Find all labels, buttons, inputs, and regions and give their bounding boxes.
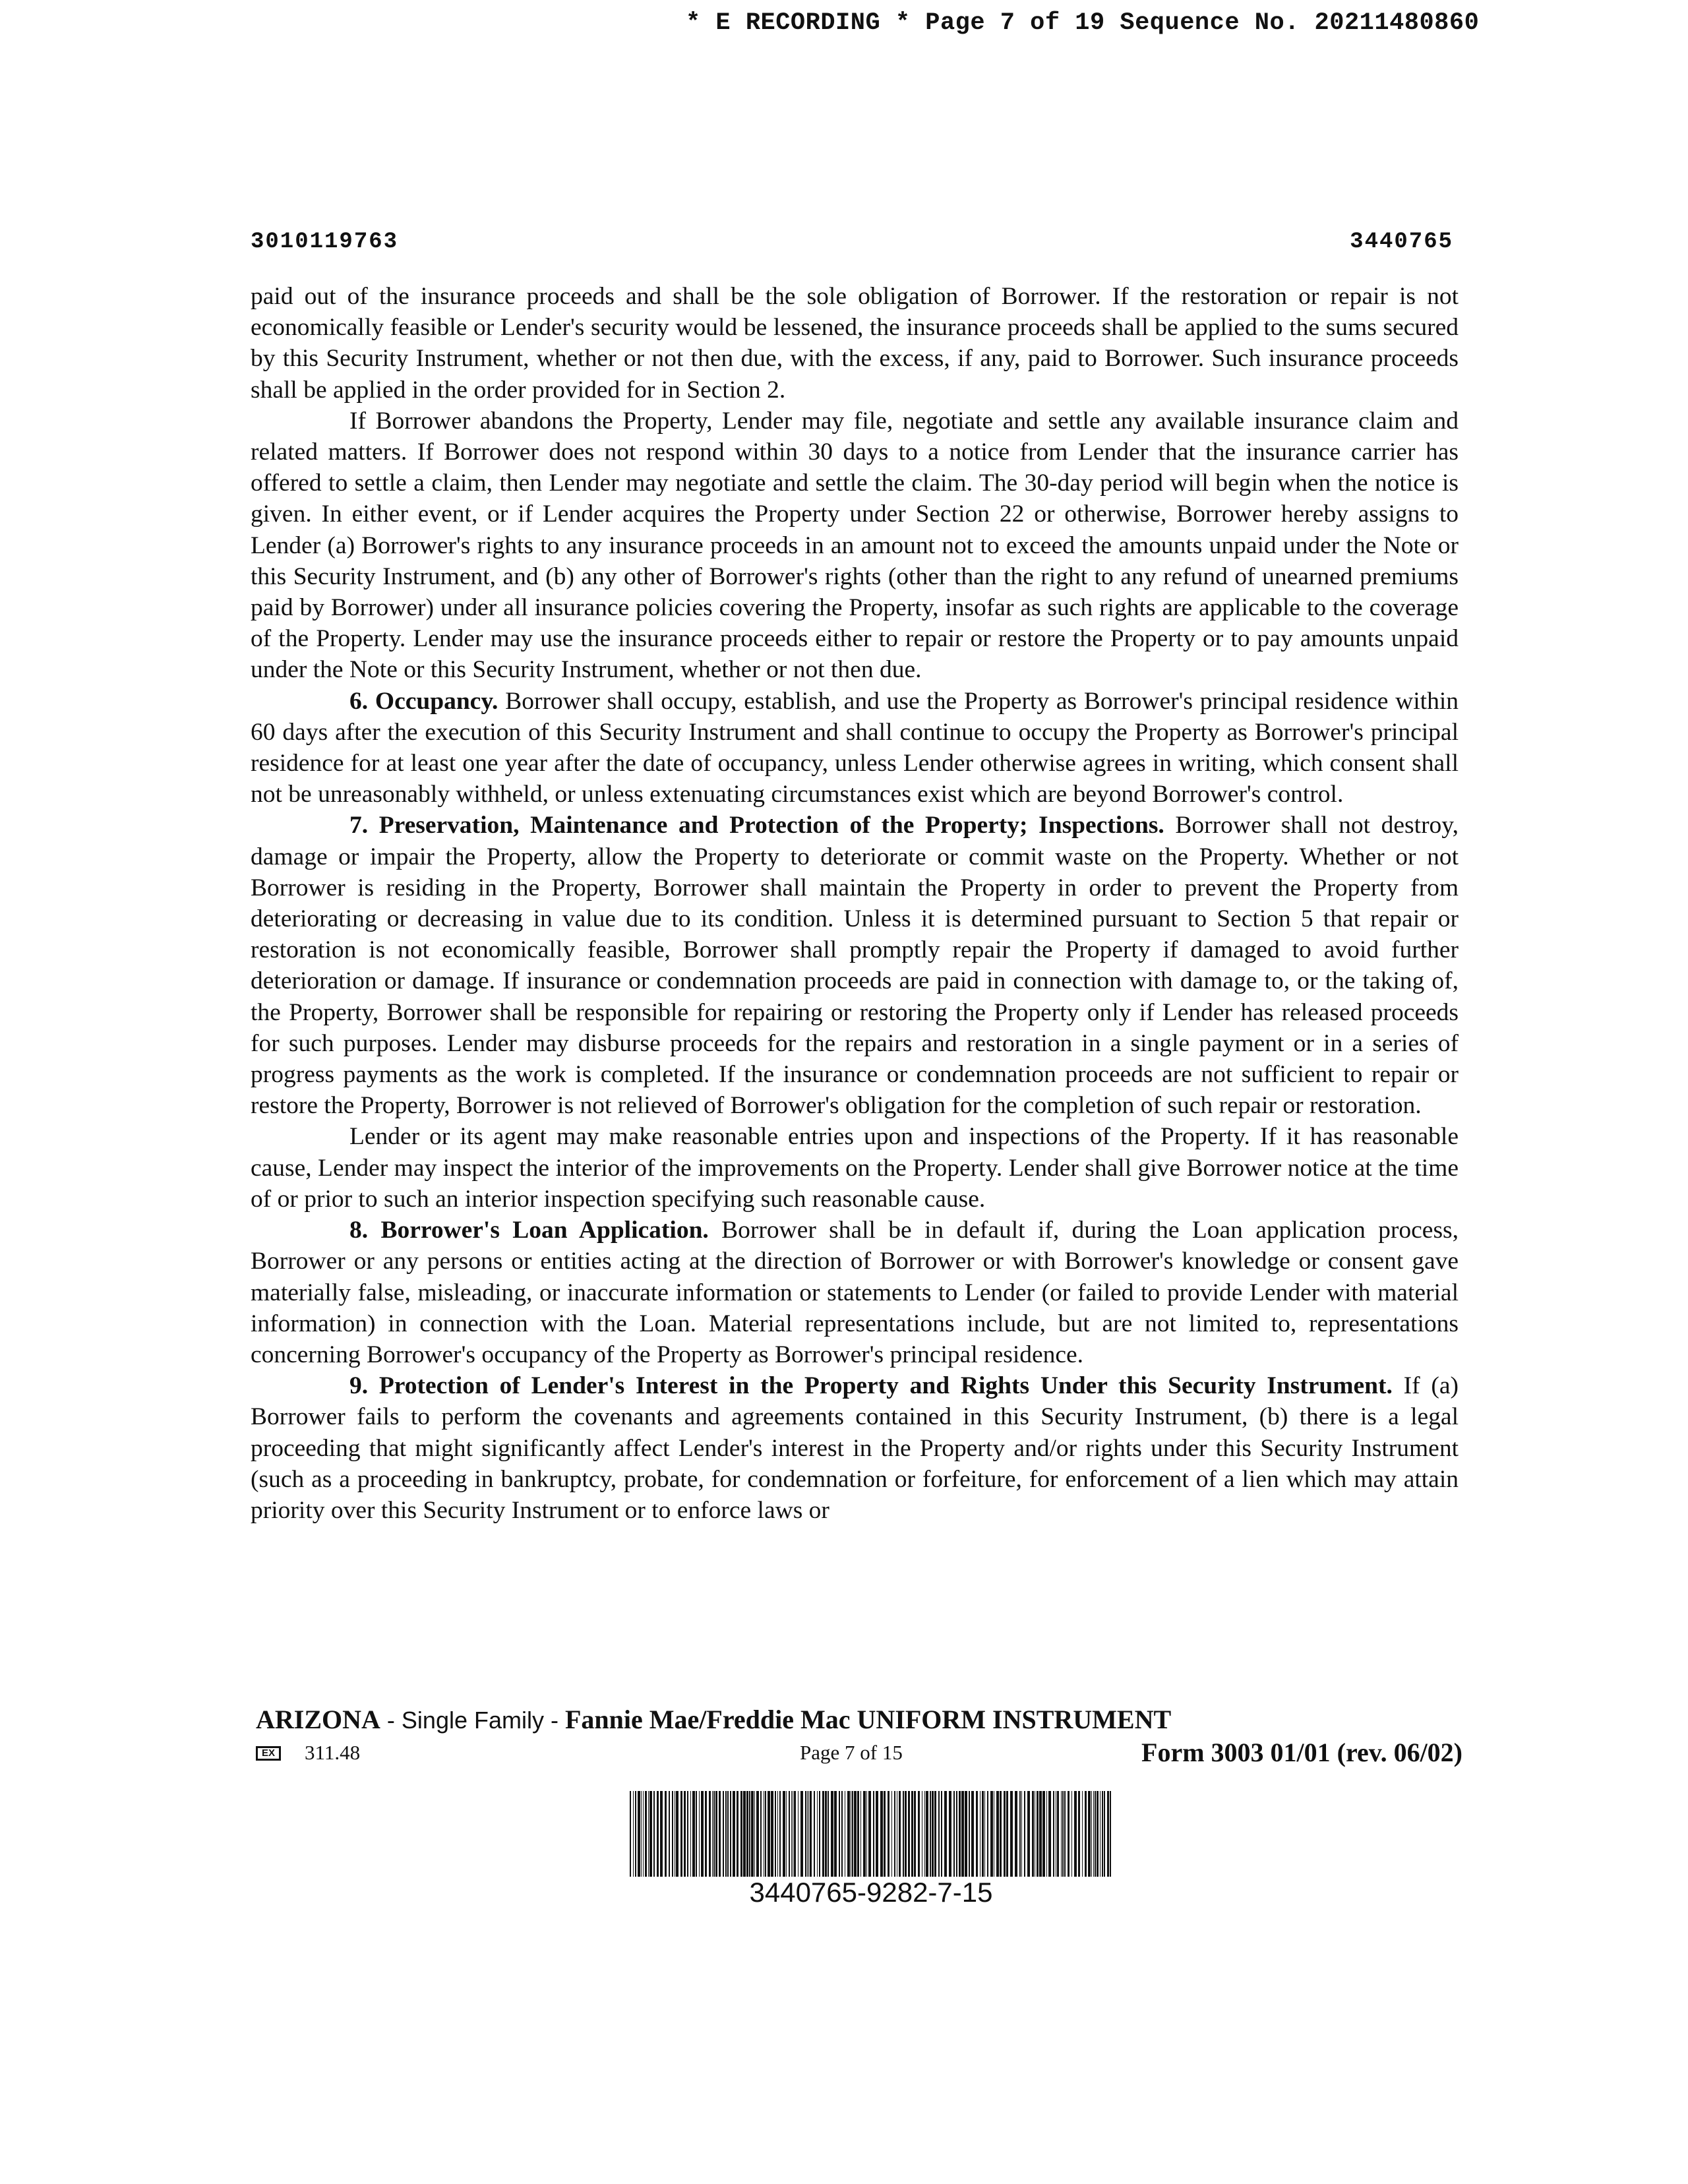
barcode-bar [996, 1791, 999, 1877]
barcode-bar [930, 1791, 931, 1877]
barcode-bar [805, 1791, 806, 1877]
barcode-bar [1048, 1791, 1051, 1877]
section-9-protection [251, 1370, 1459, 1526]
barcode-bar [969, 1791, 970, 1877]
barcode-bar [873, 1791, 874, 1877]
barcode-bar [1000, 1791, 1002, 1877]
barcode-bar [944, 1791, 947, 1877]
section-7-heading: 7. Preservation, Maintenance and Protection of the Property; Inspections. [349, 812, 1164, 839]
barcode-bar [876, 1791, 878, 1877]
barcode-bar [965, 1791, 967, 1877]
barcode-bar [730, 1791, 731, 1877]
barcode-bar [926, 1791, 928, 1877]
barcode-bar [746, 1791, 748, 1877]
barcode-bar [633, 1791, 634, 1877]
barcode-bar [740, 1791, 742, 1877]
barcode-bar [839, 1791, 840, 1877]
barcode-bar [903, 1791, 904, 1877]
barcode-bar [949, 1791, 951, 1877]
barcode-bar [914, 1791, 916, 1877]
barcode-bar [696, 1791, 697, 1877]
barcode-bar [713, 1791, 715, 1877]
barcode-bar [1019, 1791, 1021, 1877]
footer-page-number: Page 7 of 15 [800, 1741, 903, 1764]
barcode-bar [751, 1791, 754, 1877]
barcode-bar [817, 1791, 818, 1877]
footer-form-info [256, 1738, 1462, 1771]
barcode-bar [1006, 1791, 1008, 1877]
barcode-bar [880, 1791, 883, 1877]
barcode-bar [1062, 1791, 1064, 1877]
barcode-bar [648, 1791, 649, 1877]
barcode-bar [956, 1791, 957, 1877]
section-7-text: Borrower shall not destroy, damage or impair the Property, allow the Property to deteriorate or commit waste on the Property. Whether or not Borrower is residing in the Property, Borrower shall maintain the Property in order to prevent the Property from deteriorating or decreasing in value due to its condition. Unless it is determined pursuant to Section 5 that repair or restoration is not economically feasible, Borrower shall promptly repair the Property if damaged to avoid further deterioration or damage. If insurance or condemnation proceeds are paid in connection with damage to, or the taking of, the Property, Borrower shall be responsible for repairing or restoring the Property only if Lender has released proceeds for such purposes. Lender may disburse proceeds for the repairs and restoration in a single payment or in a series of progress payments as the work is completed. If the insurance or condemnation proceeds are not sufficient to repair or restore the Property, Borrower is not relieved of Borrower's obligation for the completion of such repair or restoration. [251, 812, 1459, 1120]
barcode-bar [852, 1791, 853, 1877]
barcode-bar [1057, 1791, 1059, 1877]
barcode-bar [971, 1791, 974, 1877]
barcode-bar [1068, 1791, 1070, 1877]
barcode-bar [941, 1791, 942, 1877]
barcode-bar [1093, 1791, 1094, 1877]
barcode-bar [743, 1791, 746, 1877]
footer-family: Single Family [401, 1707, 544, 1734]
barcode-bar [783, 1791, 785, 1877]
barcode-bar [1010, 1791, 1013, 1877]
barcode-bar [669, 1791, 670, 1877]
barcode-bar [1046, 1791, 1047, 1877]
barcode-bar [932, 1791, 934, 1877]
barcode-bar [786, 1791, 787, 1877]
barcode-bar [953, 1791, 955, 1877]
barcode-bar [1015, 1791, 1017, 1877]
barcode-bar [630, 1791, 631, 1877]
barcode-bar [961, 1791, 964, 1877]
footer-instrument: Fannie Mae/Freddie Mac UNIFORM INSTRUMENT [564, 1705, 1172, 1734]
barcode-bar [1053, 1791, 1054, 1877]
barcode-bar [643, 1791, 644, 1877]
barcode-bar [1082, 1791, 1083, 1877]
barcode-bar [645, 1791, 647, 1877]
barcode-bar [657, 1791, 659, 1877]
barcode-bar [1107, 1791, 1109, 1877]
barcode-bar [918, 1791, 920, 1877]
barcode-bar [834, 1791, 837, 1877]
barcode-bar [665, 1791, 667, 1877]
barcode-bar [672, 1791, 673, 1877]
barcode-number: 3440765-9282-7-15 [749, 1877, 993, 1908]
barcode-bar [719, 1791, 721, 1877]
section-9-text: If (a) Borrower fails to perform the covenants and agreements contained in this Security Instrument, (b) there is a legal proceeding that might significantly affect Lender's interest in the Property and/or rights under this Security Instrument (such as a proceeding in bankruptcy, probate, for condemnation or forfeiture, for enforcement of a lien which may attain priority over this Security Instrument or to enforce laws or [251, 1372, 1459, 1524]
barcode-bar [1091, 1791, 1092, 1877]
barcode-bar [699, 1791, 700, 1877]
barcode-bar [705, 1791, 707, 1877]
barcode-bar [709, 1791, 711, 1877]
paragraph-abandonment: If Borrower abandons the Property, Lender may file, negotiate and settle any available insurance claim and related matters. If Borrower does not respond within 30 days to a notice from Lender that the insurance carrier has offered to settle a claim, then Lender may negotiate and settle the claim. The 30-day period will begin when the notice is given. In either event, or if Lender acquires the Property under Section 22 or otherwise, Borrower hereby assigns to Lender (a) Borrower's rights to any insurance proceeds in an amount not to exceed the amounts unpaid under the Note or this Security Instrument, and (b) any other of Borrower's rights (other than the right to any refund of unearned premiums paid by Borrower) under all insurance policies covering the Property, insofar as such rights are applicable to the coverage of the Property. Lender may use the insurance proceeds either to repair or restore the Property or to pay amounts unpaid under the Note or this Security Instrument, whether or not then due. [251, 407, 1459, 684]
barcode-bar [791, 1791, 792, 1877]
section-9-heading: 9. Protection of Lender's Interest in the Property and Rights Under this Security Instrument. [349, 1372, 1393, 1400]
barcode-bar [641, 1791, 642, 1877]
barcode-bar [680, 1791, 682, 1877]
barcode-bar [638, 1791, 640, 1877]
barcode-bar [1024, 1791, 1025, 1877]
barcode-bar [828, 1791, 829, 1877]
loan-number: 3010119763 [251, 229, 399, 255]
barcode-bar [1004, 1791, 1006, 1877]
barcode-bar [1032, 1791, 1034, 1877]
barcode-bar [1039, 1791, 1042, 1877]
barcode-bar [1085, 1791, 1087, 1877]
barcode-bar [866, 1791, 867, 1877]
section-6-heading: 6. Occupancy. [349, 687, 498, 715]
barcode-bar [854, 1791, 857, 1877]
barcode-bar [771, 1791, 773, 1877]
barcode-bar [807, 1791, 808, 1877]
document-body [251, 281, 1459, 1526]
barcode-bar [779, 1791, 781, 1877]
barcode-bar [1037, 1791, 1039, 1877]
barcode-bar [857, 1791, 859, 1877]
barcode-bar [1102, 1791, 1103, 1877]
barcode-bar [653, 1791, 655, 1877]
barcode-bar [899, 1791, 901, 1877]
barcode-bar [808, 1791, 809, 1877]
barcode-bar [715, 1791, 717, 1877]
barcode-bar [690, 1791, 691, 1877]
footer-form-id: Form 3003 01/01 (rev. 06/02) [1141, 1738, 1462, 1767]
barcode-bar [1064, 1791, 1066, 1877]
barcode-bar [754, 1791, 755, 1877]
barcode-bar [701, 1791, 704, 1877]
barcode-bar [976, 1791, 978, 1877]
barcode-bar [777, 1791, 778, 1877]
barcode-bar [692, 1791, 695, 1877]
barcode-bar [1021, 1791, 1022, 1877]
barcode-bar [860, 1791, 861, 1877]
footer-form-title: ARIZONA - Single Family - Fannie Mae/Freddie Mac UNIFORM INSTRUMENT [256, 1705, 1172, 1734]
barcode-bar [934, 1791, 936, 1877]
barcode-bar [924, 1791, 925, 1877]
barcode-bar [768, 1791, 770, 1877]
barcode-bar [894, 1791, 895, 1877]
barcode-bar [789, 1791, 790, 1877]
barcode-bar [676, 1791, 678, 1877]
footer-state: ARIZONA [256, 1705, 380, 1734]
barcode-bar [760, 1791, 762, 1877]
section-7-preservation [251, 810, 1459, 1121]
recording-header: * E RECORDING * Page 7 of 19 Sequence No. 20211480860 [686, 9, 1480, 37]
barcode-bar [798, 1791, 799, 1877]
section-8-heading: 8. Borrower's Loan Application. [349, 1217, 709, 1244]
barcode [630, 1791, 1112, 1877]
barcode-bar [819, 1791, 820, 1877]
barcode-bar [1061, 1791, 1062, 1877]
footer-form-number: 311.48 [305, 1741, 361, 1764]
barcode-bar [723, 1791, 724, 1877]
barcode-bar [635, 1791, 636, 1877]
document-number: 3440765 [1350, 229, 1453, 255]
barcode-bar [660, 1791, 663, 1877]
barcode-bar [737, 1791, 738, 1877]
barcode-bar [990, 1791, 993, 1877]
barcode-bar [800, 1791, 803, 1877]
barcode-bar [938, 1791, 940, 1877]
section-6-text: Borrower shall occupy, establish, and use the Property as Borrower's principal residence within 60 days after the execution of this Security Instrument and shall continue to occupy the Property as Borrower's principal residence for at least one year after the date of occupancy, unless Lender otherwise agrees in writing, which consent shall not be unreasonably withheld, or unless extenuating circumstances exist which are beyond Borrower's control. [251, 687, 1459, 808]
barcode-bar [908, 1791, 910, 1877]
barcode-bar [733, 1791, 735, 1877]
barcode-bar [810, 1791, 812, 1877]
barcode-bar [1095, 1791, 1096, 1877]
section-7-inspections: Lender or its agent may make reasonable entries upon and inspections of the Property. If it has reasonable cause, Lender may inspect the interior of the improvements on the Property. Lender shall give Borrower notice at the time of or prior to such an interior inspection specifying such reasonable cause. [251, 1123, 1459, 1213]
barcode-bar [984, 1791, 985, 1877]
ex-logo-icon: EX [256, 1746, 281, 1761]
barcode-bar [987, 1791, 988, 1877]
barcode-bar [1027, 1791, 1030, 1877]
barcode-bar [822, 1791, 824, 1877]
barcode-bar [831, 1791, 833, 1877]
barcode-bar [891, 1791, 892, 1877]
section-8-loan-application [251, 1215, 1459, 1370]
barcode-bar [982, 1791, 984, 1877]
barcode-bar [649, 1791, 652, 1877]
barcode-bar [794, 1791, 796, 1877]
barcode-bar [959, 1791, 961, 1877]
barcode-bar [868, 1791, 871, 1877]
barcode-bar [1088, 1791, 1091, 1877]
barcode-bar [756, 1791, 759, 1877]
barcode-bar [687, 1791, 688, 1877]
barcode-bar [814, 1791, 815, 1877]
barcode-bar [888, 1791, 889, 1877]
barcode-bar [1097, 1791, 1099, 1877]
barcode-bar [863, 1791, 866, 1877]
barcode-bar [727, 1791, 729, 1877]
section-8-text: Borrower shall be in default if, during the Loan application process, Borrower or any persons or entities acting at the direction of Borrower or with Borrower's knowledge or consent gave materially false, misleading, or inaccurate information or statements to Lender (or failed to provide Lender with material information) in connection with the Loan. Material representations include, but are not limited to, representations concerning Borrower's occupancy of the Property as Borrower's principal residence. [251, 1217, 1459, 1368]
barcode-bar [1104, 1791, 1105, 1877]
barcode-bar [825, 1791, 827, 1877]
barcode-bar [775, 1791, 776, 1877]
barcode-bar [847, 1791, 850, 1877]
barcode-bar [749, 1791, 750, 1877]
barcode-bar [684, 1791, 686, 1877]
barcode-bar [1078, 1791, 1080, 1877]
barcode-bar [712, 1791, 713, 1877]
barcode-bar [884, 1791, 886, 1877]
barcode-bar [765, 1791, 766, 1877]
barcode-bar [1110, 1791, 1111, 1877]
barcode-bar [841, 1791, 843, 1877]
section-6-occupancy [251, 686, 1459, 810]
paragraph-insurance-proceeds: paid out of the insurance proceeds and shall be the sole obligation of Borrower. If the restoration or repair is not economically feasible or Lender's security would be lessened, the insurance proceeds shall be applied to the sums secured by this Security Instrument, whether or not then due, with the excess, if any, paid to Borrower. Such insurance proceeds shall be applied in the order provided for in Section 2. [251, 283, 1459, 404]
barcode-bar [911, 1791, 913, 1877]
barcode-bar [1042, 1791, 1045, 1877]
barcode-bar [905, 1791, 907, 1877]
barcode-bar [1074, 1791, 1077, 1877]
barcode-bar [725, 1791, 727, 1877]
barcode-bar [1071, 1791, 1072, 1877]
